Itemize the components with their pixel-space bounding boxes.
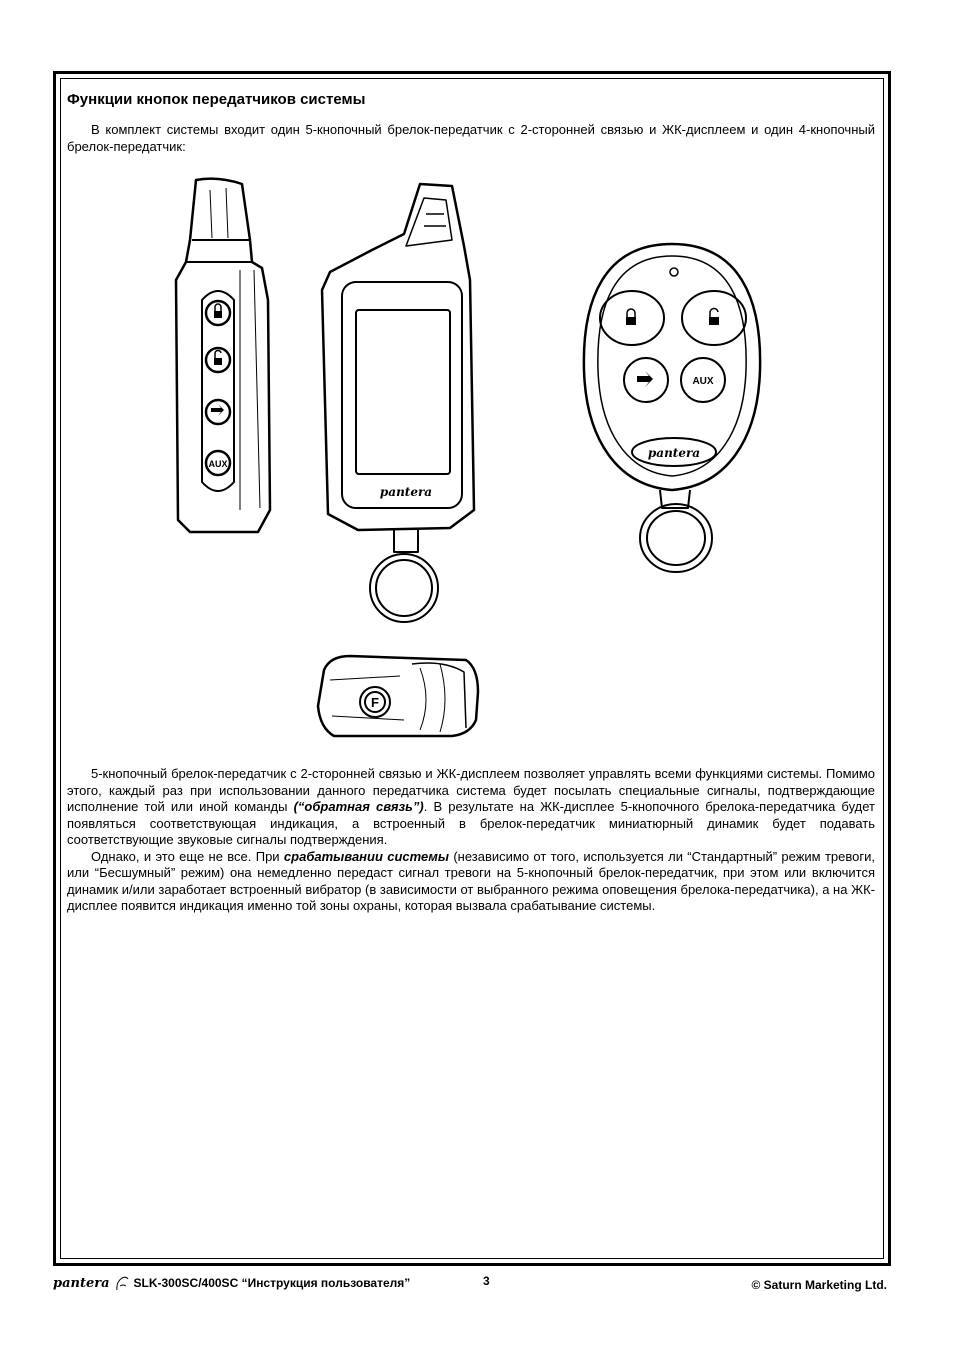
fob-lcd-front-view (322, 184, 474, 622)
paragraph-alarm-text-a: Однако, и это еще не все. При (91, 848, 284, 864)
footer-copyright: © Saturn Marketing Ltd. (751, 1278, 887, 1292)
fob-side-view (176, 179, 270, 532)
section-heading: Функции кнопок передатчиков системы (67, 91, 366, 108)
footer-left (53, 1274, 410, 1292)
paragraph-alarm (67, 849, 875, 915)
f-button-label: F (371, 695, 379, 710)
four-fob-brand: pantera (647, 446, 701, 460)
alarm-term: срабатывании системы (283, 848, 449, 864)
page-number: 3 (483, 1274, 490, 1288)
body-text (67, 766, 875, 915)
paragraph-feedback-text-c: . В результате на ЖК-дисплее 5-кнопочного брелока-передатчика будет появляться соответствующая индикация, а встроенный в брелок-передатчик миниатюрный динамик будет подавать соответствующие звуковые сигналы подтверждения. (67, 799, 875, 847)
paragraph-alarm-text-c: (независимо от того, используется ли “Стандартный” режим тревоги, или “Бесшумный” режим) она немедленно передаст сигнал тревоги на 5-кнопочный брелок-передатчик, при этом или включится динамик и/или заработает встроенный вибратор (в зависимости от выбранного режима оповещения брелока-передатчика), а на ЖК-дисплее появится индикация именно той зоны охраны, которая вызвала срабатывание системы. (67, 848, 875, 913)
paragraph-feedback (67, 766, 875, 849)
four-fob-aux-label: AUX (692, 376, 714, 387)
lcd-fob-brand: pantera (379, 485, 433, 499)
intro-paragraph: В комплект системы входит один 5-кнопочный брелок-передатчик с 2-сторонней связью и ЖК-дисплеем и один 4-кнопочный брелок-передатчик: (67, 122, 875, 154)
footer-logo: pantera (53, 1275, 110, 1291)
footer-title: SLK-300SC/400SC “Инструкция пользователя” (133, 1276, 411, 1290)
fob-4-button-view (584, 244, 760, 572)
feedback-term: (“обратная связь”) (293, 799, 424, 814)
panther-logo-icon (114, 1274, 130, 1292)
fob-bottom-view (318, 656, 478, 736)
page-footer (53, 1274, 891, 1298)
side-aux-label: AUX (208, 459, 228, 469)
paragraph-feedback-text-a: 5-кнопочный брелок-передатчик с 2-сторонней связью и ЖК-дисплеем позволяет управлять всеми функциями системы. Помимо этого, каждый раз при использовании данного передатчика система будет посылать специальные сигналы, подтверждающие исполнение той или иной команды (67, 766, 875, 814)
